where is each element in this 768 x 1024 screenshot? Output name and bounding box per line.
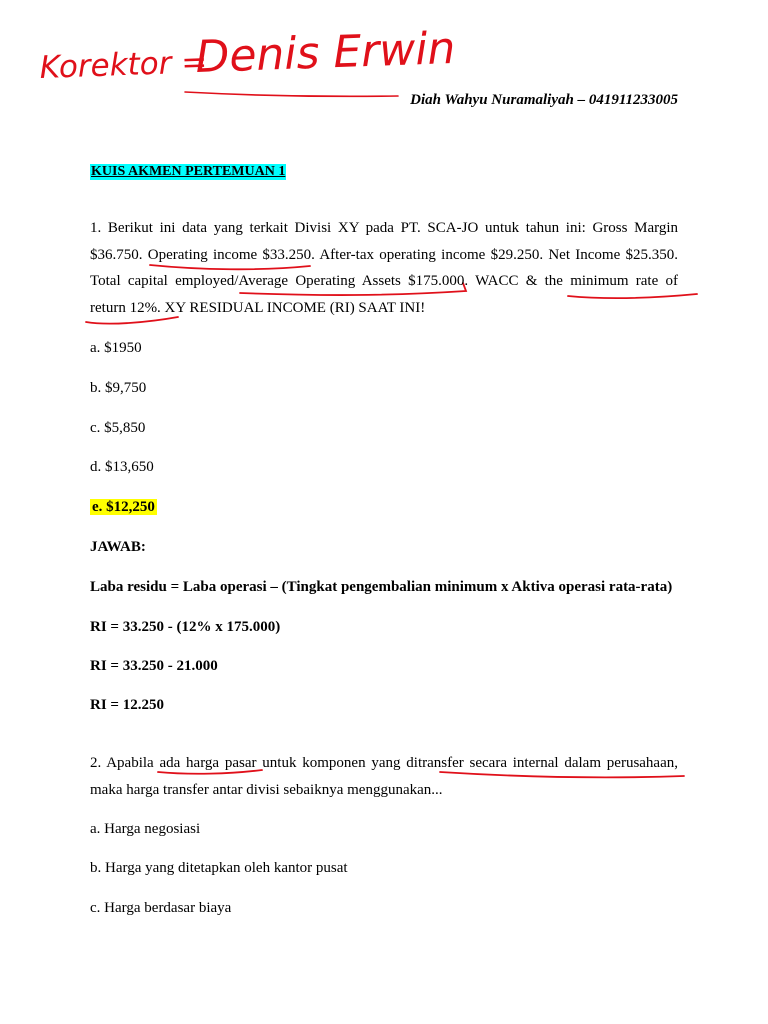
question-1-text: 1. Berikut ini data yang terkait Divisi XY pada PT. SCA-JO untuk tahun ini: Gross Margin $36.750. Operating income $33.250. After-tax operating income $29.250. Net Income $25.350. Total capital employed/Average Operating Assets $175.000. WACC & the minimum rate of return 12%. XY RESIDUAL INCOME (RI) SAAT INI!	[90, 220, 678, 316]
korektor-prefix: Korektor =	[39, 44, 208, 86]
author-line: Diah Wahyu Nuramaliyah – 041911233005	[410, 92, 678, 108]
korektor-underline	[185, 92, 398, 96]
answer-result: RI = 12.250	[90, 697, 164, 713]
answer-step-2: RI = 33.250 - 21.000	[90, 658, 218, 674]
q1-option-c: c. $5,850	[90, 420, 146, 436]
q1-option-b: b. $9,750	[90, 380, 147, 396]
q1-option-e-correct	[90, 499, 157, 516]
answer-formula: Laba residu = Laba operasi – (Tingkat pengembalian minimum x Aktiva operasi rata-rata)	[90, 579, 673, 595]
q1-option-d: d. $13,650	[90, 459, 154, 475]
answer-step-1: RI = 33.250 - (12% x 175.000)	[90, 619, 281, 635]
question-2-text: 2. Apabila ada harga pasar untuk komponen yang ditransfer secara internal dalam perusahaan, maka harga transfer antar divisi sebaiknya menggunakan...	[90, 755, 678, 798]
quiz-title: KUIS AKMEN PERTEMUAN 1	[91, 164, 286, 179]
correct-answer-highlight: e. $12,250	[92, 499, 155, 515]
answer-label: JAWAB:	[90, 539, 146, 555]
q2-option-a: a. Harga negosiasi	[90, 821, 201, 837]
q2-option-b: b. Harga yang ditetapkan oleh kantor pusat	[90, 860, 348, 876]
q1-option-a: a. $1950	[90, 340, 142, 356]
korektor-name: Denis Erwin	[194, 22, 457, 83]
q2-option-c: c. Harga berdasar biaya	[90, 900, 232, 916]
